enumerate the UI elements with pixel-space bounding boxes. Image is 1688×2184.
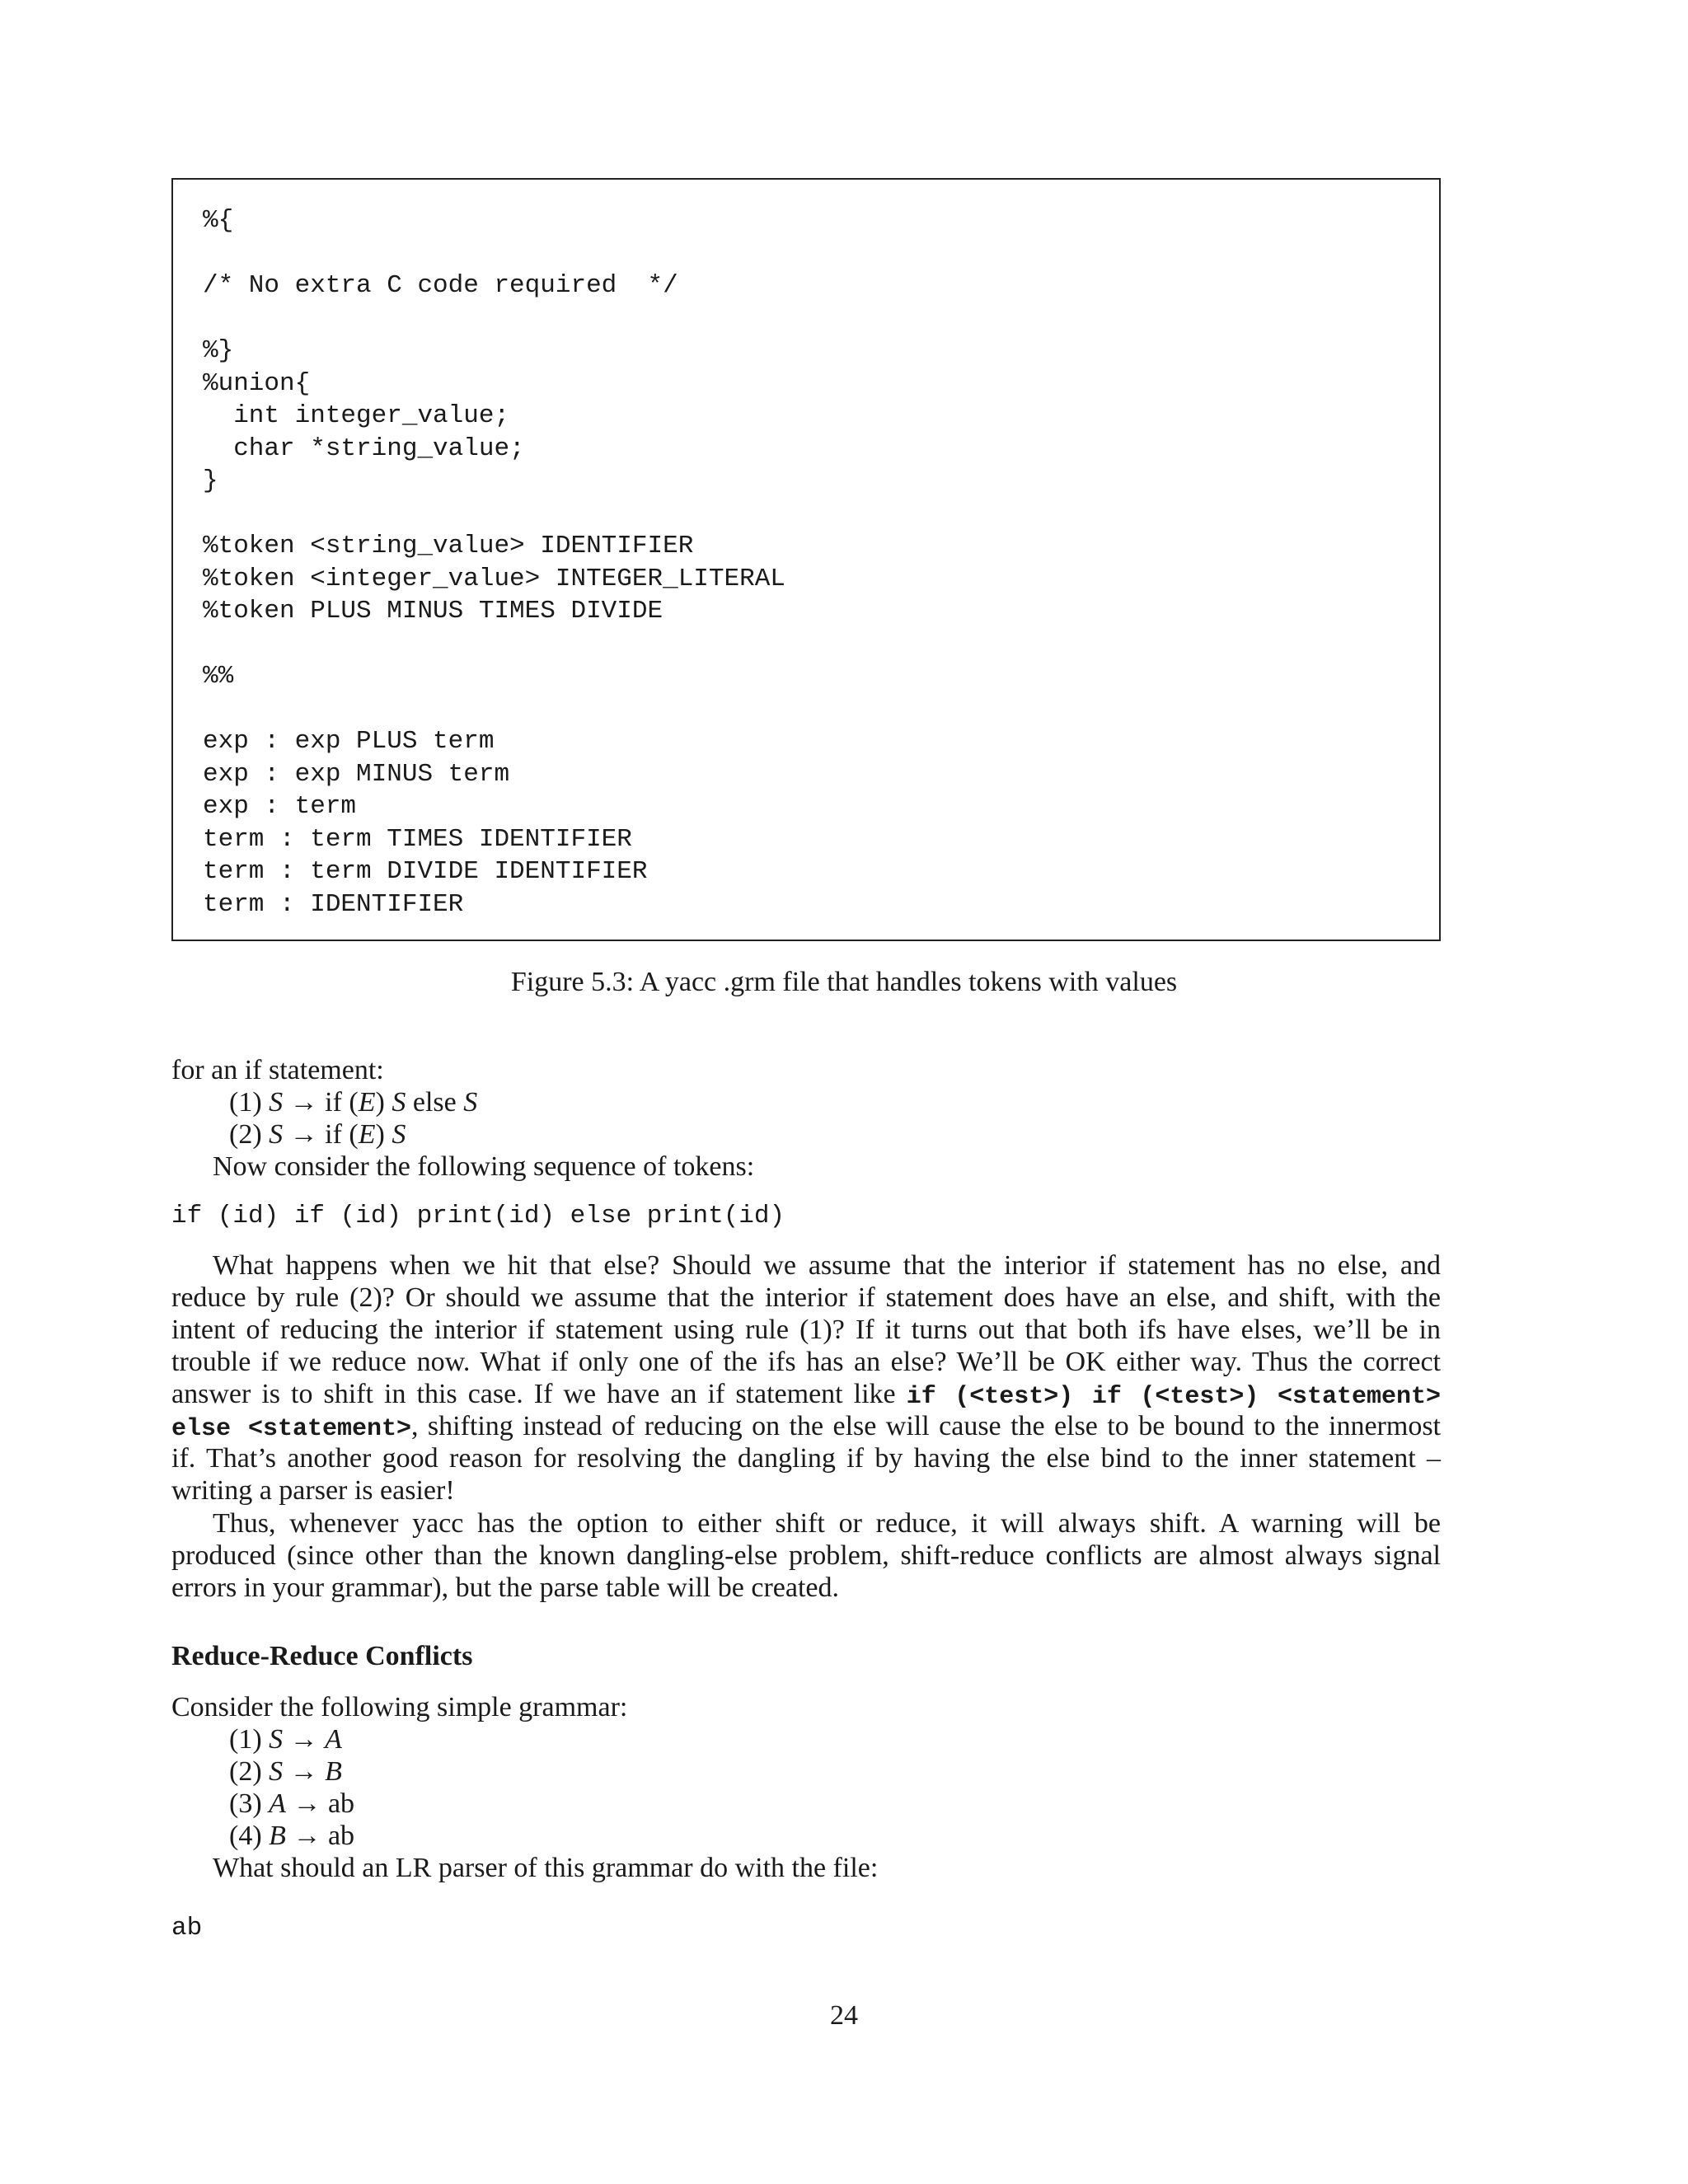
code-line: %} (203, 336, 234, 365)
page-number: 24 (830, 2000, 858, 2031)
grammar-rule-1: (1) S → if (E) S else S (229, 1087, 478, 1118)
paragraph-line: What happens when we hit that else? Should we assume that the interior if statement has no else, and (213, 1250, 1441, 1281)
paragraph-line: reduce by rule (2)? Or should we assume that the interior if statement does have an else, and shift, with the (171, 1282, 1441, 1313)
paragraph-line: if. That’s another good reason for resolving the dangling if by having the else bind to the inner statement – (171, 1443, 1441, 1474)
paragraph-line-mixed: answer is to shift in this case. If we have an if statement like if (<test>) if (<test>) <statement> (171, 1379, 1441, 1411)
paragraph-line: trouble if we reduce now. What if only one of the ifs has an else? We’ll be OK either way. Thus the correct (171, 1347, 1441, 1377)
paragraph-line: intent of reducing the interior if statement using rule (1)? If it turns out that both ifs have elses, we’ll be in (171, 1315, 1441, 1345)
figure-caption: Figure 5.3: A yacc .grm file that handles tokens with values (510, 967, 1178, 997)
grammar-rule: (4) B → ab (229, 1821, 355, 1851)
paragraph-line: produced (since other than the known dangling-else problem, shift-reduce conflicts are almost always signal (171, 1540, 1441, 1571)
question-text: What should an LR parser of this grammar do with the file: (213, 1853, 879, 1883)
code-line: int integer_value; (203, 401, 510, 430)
paragraph-line-mixed: else <statement>, shifting instead of reducing on the else will cause the else to be bound to the innermost (171, 1411, 1441, 1443)
consider-text: Now consider the following sequence of tokens: (213, 1151, 755, 1182)
token-sequence: if (id) if (id) print(id) else print(id) (171, 1202, 785, 1230)
code-line: %{ (203, 206, 234, 235)
code-line: char *string_value; (203, 434, 525, 463)
intro-text: Consider the following simple grammar: (171, 1692, 628, 1722)
code-line: term : IDENTIFIER (203, 889, 464, 919)
paragraph-line: errors in your grammar), but the parse table will be created. (171, 1572, 840, 1603)
code-line: %token PLUS MINUS TIMES DIVIDE (203, 597, 663, 626)
inline-code: else <statement> (171, 1415, 411, 1443)
code-line: exp : term (203, 792, 357, 821)
grammar-rule: (1) S → A (229, 1724, 342, 1755)
code-line: term : term TIMES IDENTIFIER (203, 824, 632, 854)
grammar-rule: (3) A → ab (229, 1788, 355, 1819)
code-line: /* No extra C code required */ (203, 271, 678, 300)
intro-text: for an if statement: (171, 1055, 384, 1085)
code-line: %token <string_value> IDENTIFIER (203, 532, 694, 560)
code-line: exp : exp PLUS term (203, 727, 495, 756)
code-line: %% (203, 662, 234, 691)
code-line: %token <integer_value> INTEGER_LITERAL (203, 564, 785, 593)
paragraph-line: writing a parser is easier! (171, 1475, 455, 1506)
code-line: %union{ (203, 368, 311, 398)
grammar-rule-2: (2) S → if (E) S (229, 1119, 406, 1150)
paragraph-line: Thus, whenever yacc has the option to either shift or reduce, it will always shift. A warning will be (213, 1508, 1441, 1539)
code-line: } (203, 466, 218, 495)
section-heading: Reduce-Reduce Conflicts (171, 1641, 473, 1671)
grammar-rule: (2) S → B (229, 1756, 342, 1787)
code-line: term : term DIVIDE IDENTIFIER (203, 857, 648, 886)
code-line: exp : exp MINUS term (203, 759, 510, 789)
file-content: ab (171, 1914, 203, 1943)
inline-code: if (<test>) if (<test>) <statement> (906, 1383, 1441, 1411)
